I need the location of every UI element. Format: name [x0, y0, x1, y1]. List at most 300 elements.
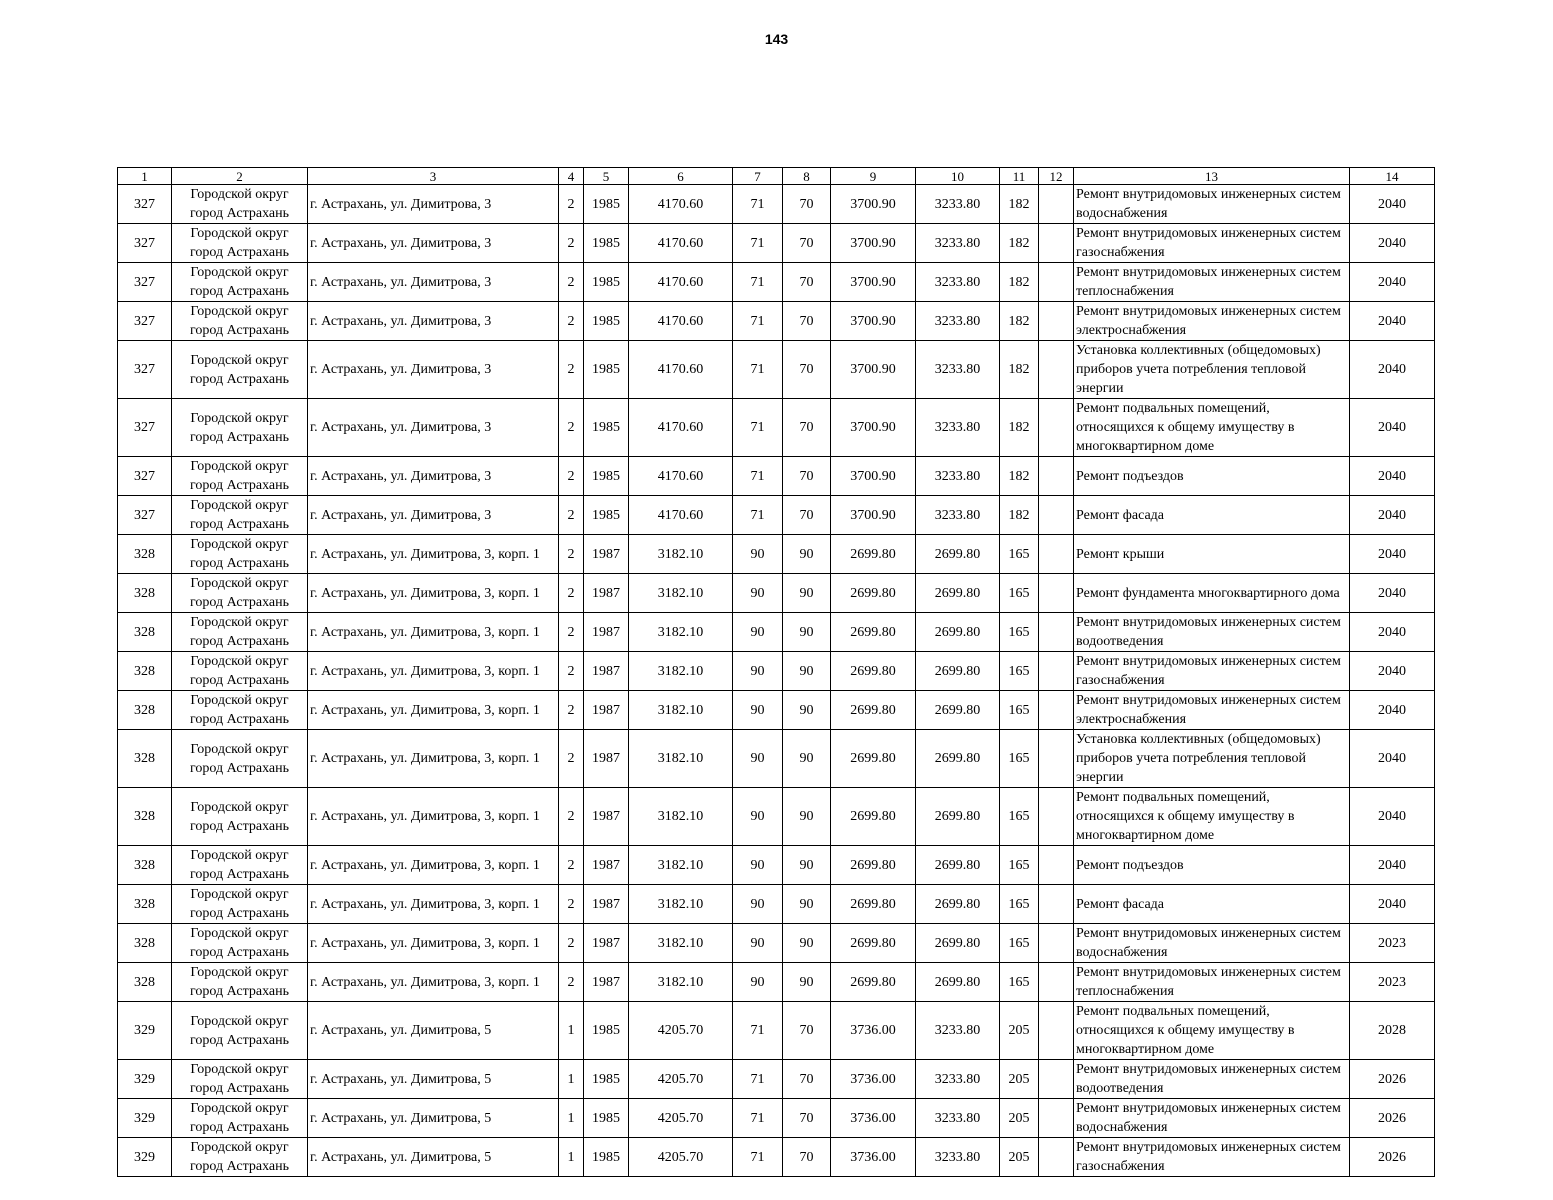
- table-cell: 90: [783, 730, 831, 788]
- table-cell: 2699.80: [916, 535, 1000, 574]
- table-cell: г. Астрахань, ул. Димитрова, 3: [308, 224, 559, 263]
- table-cell: Ремонт подъездов: [1074, 457, 1350, 496]
- table-cell: 3182.10: [629, 574, 733, 613]
- table-cell: 165: [1000, 730, 1039, 788]
- table-row: [118, 652, 1435, 691]
- table-cell: 2040: [1350, 535, 1435, 574]
- table-cell: 329: [118, 1099, 172, 1138]
- table-cell: г. Астрахань, ул. Димитрова, 3, корп. 1: [308, 885, 559, 924]
- table-cell: 205: [1000, 1002, 1039, 1060]
- table-cell: 3700.90: [831, 302, 916, 341]
- table-cell: 70: [783, 399, 831, 457]
- table-cell: [1039, 1099, 1074, 1138]
- table-cell: 182: [1000, 263, 1039, 302]
- table-cell: 3182.10: [629, 613, 733, 652]
- table-cell: 70: [783, 224, 831, 263]
- table-cell: [1039, 885, 1074, 924]
- table-row: [118, 224, 1435, 263]
- table-cell: 3233.80: [916, 263, 1000, 302]
- table-cell: 90: [733, 535, 783, 574]
- table-cell: г. Астрахань, ул. Димитрова, 3, корп. 1: [308, 788, 559, 846]
- table-cell: Ремонт внутридомовых инженерных систем газоснабжения: [1074, 224, 1350, 263]
- table-cell: Городской округ город Астрахань: [172, 885, 308, 924]
- table-cell: 2: [559, 846, 584, 885]
- table-cell: 3182.10: [629, 963, 733, 1002]
- table-cell: 90: [783, 691, 831, 730]
- table-cell: Городской округ город Астрахань: [172, 652, 308, 691]
- table-cell: г. Астрахань, ул. Димитрова, 3, корп. 1: [308, 730, 559, 788]
- table-cell: 3233.80: [916, 1138, 1000, 1177]
- table-cell: Городской округ город Астрахань: [172, 846, 308, 885]
- table-cell: [1039, 263, 1074, 302]
- table-cell: Ремонт фасада: [1074, 496, 1350, 535]
- table-cell: 71: [733, 1060, 783, 1099]
- table-cell: Ремонт внутридомовых инженерных систем водоотведения: [1074, 1060, 1350, 1099]
- table-cell: 90: [733, 846, 783, 885]
- table-cell: 2: [559, 496, 584, 535]
- table-cell: 71: [733, 399, 783, 457]
- table-cell: 3736.00: [831, 1138, 916, 1177]
- table-cell: 3700.90: [831, 399, 916, 457]
- table-cell: 327: [118, 496, 172, 535]
- table-cell: 2699.80: [831, 652, 916, 691]
- column-header: 6: [629, 168, 733, 185]
- table-cell: 2040: [1350, 457, 1435, 496]
- table-row: [118, 788, 1435, 846]
- table-cell: г. Астрахань, ул. Димитрова, 3: [308, 302, 559, 341]
- table-cell: 328: [118, 963, 172, 1002]
- table-cell: г. Астрахань, ул. Димитрова, 3: [308, 185, 559, 224]
- column-header: 12: [1039, 168, 1074, 185]
- table-cell: 4170.60: [629, 263, 733, 302]
- table-cell: 3233.80: [916, 1099, 1000, 1138]
- table-cell: 2: [559, 457, 584, 496]
- table-cell: 2040: [1350, 302, 1435, 341]
- table-cell: 2699.80: [831, 613, 916, 652]
- table-cell: 2699.80: [831, 535, 916, 574]
- column-header: 4: [559, 168, 584, 185]
- table-cell: 1985: [584, 1138, 629, 1177]
- table-cell: 1987: [584, 652, 629, 691]
- table-cell: 182: [1000, 399, 1039, 457]
- table-cell: 2699.80: [916, 613, 1000, 652]
- table-cell: 2699.80: [916, 574, 1000, 613]
- table-cell: г. Астрахань, ул. Димитрова, 3: [308, 263, 559, 302]
- table-cell: Ремонт крыши: [1074, 535, 1350, 574]
- table-cell: 1985: [584, 1099, 629, 1138]
- table-cell: 70: [783, 1138, 831, 1177]
- table-cell: 1987: [584, 788, 629, 846]
- table-cell: 165: [1000, 963, 1039, 1002]
- table-cell: 165: [1000, 846, 1039, 885]
- table-cell: 2: [559, 185, 584, 224]
- table-row: [118, 457, 1435, 496]
- table-cell: 71: [733, 185, 783, 224]
- table-cell: 4205.70: [629, 1002, 733, 1060]
- table-cell: Ремонт внутридомовых инженерных систем газоснабжения: [1074, 1138, 1350, 1177]
- table-cell: 3182.10: [629, 846, 733, 885]
- table-cell: 90: [733, 963, 783, 1002]
- table-cell: 1985: [584, 1002, 629, 1060]
- table-cell: 2699.80: [831, 924, 916, 963]
- table-cell: 90: [783, 652, 831, 691]
- table-cell: г. Астрахань, ул. Димитрова, 5: [308, 1099, 559, 1138]
- table-cell: 1985: [584, 1060, 629, 1099]
- table-cell: 90: [733, 788, 783, 846]
- table-cell: 165: [1000, 652, 1039, 691]
- table-cell: [1039, 613, 1074, 652]
- table-cell: г. Астрахань, ул. Димитрова, 5: [308, 1002, 559, 1060]
- table-cell: 4170.60: [629, 224, 733, 263]
- table-cell: 90: [783, 788, 831, 846]
- table-cell: г. Астрахань, ул. Димитрова, 3, корп. 1: [308, 691, 559, 730]
- table-cell: 1985: [584, 224, 629, 263]
- table-cell: 329: [118, 1138, 172, 1177]
- table-cell: 2: [559, 691, 584, 730]
- table-cell: 1985: [584, 496, 629, 535]
- table-cell: 2040: [1350, 341, 1435, 399]
- table-cell: Городской округ город Астрахань: [172, 1002, 308, 1060]
- table-cell: 70: [783, 1002, 831, 1060]
- table-cell: г. Астрахань, ул. Димитрова, 3, корп. 1: [308, 846, 559, 885]
- table-cell: 328: [118, 730, 172, 788]
- table-cell: 2040: [1350, 574, 1435, 613]
- table-cell: 4170.60: [629, 457, 733, 496]
- table-cell: 2699.80: [831, 574, 916, 613]
- table-cell: [1039, 788, 1074, 846]
- table-cell: Ремонт внутридомовых инженерных систем водоснабжения: [1074, 185, 1350, 224]
- table-cell: Городской округ город Астрахань: [172, 1138, 308, 1177]
- table-cell: 2699.80: [831, 885, 916, 924]
- table-cell: 327: [118, 302, 172, 341]
- table-cell: 182: [1000, 302, 1039, 341]
- table-cell: 2026: [1350, 1138, 1435, 1177]
- table-cell: 2040: [1350, 730, 1435, 788]
- table-cell: Городской округ город Астрахань: [172, 691, 308, 730]
- column-header: 8: [783, 168, 831, 185]
- header-row: [118, 168, 1435, 185]
- table-cell: 4170.60: [629, 302, 733, 341]
- table-cell: 205: [1000, 1060, 1039, 1099]
- table-cell: 329: [118, 1060, 172, 1099]
- table-cell: 329: [118, 1002, 172, 1060]
- table-cell: 2: [559, 341, 584, 399]
- table-cell: [1039, 224, 1074, 263]
- table-cell: г. Астрахань, ул. Димитрова, 3, корп. 1: [308, 613, 559, 652]
- table-cell: 70: [783, 302, 831, 341]
- table-cell: 71: [733, 341, 783, 399]
- table-row: [118, 613, 1435, 652]
- table-cell: [1039, 963, 1074, 1002]
- table-cell: 3182.10: [629, 788, 733, 846]
- table-cell: 4170.60: [629, 341, 733, 399]
- table-cell: г. Астрахань, ул. Димитрова, 3, корп. 1: [308, 652, 559, 691]
- table-cell: 90: [783, 963, 831, 1002]
- table-cell: 2: [559, 535, 584, 574]
- table-cell: 165: [1000, 924, 1039, 963]
- table-cell: [1039, 691, 1074, 730]
- table-cell: 328: [118, 535, 172, 574]
- repair-schedule-table: [117, 167, 1435, 1177]
- table-cell: г. Астрахань, ул. Димитрова, 3, корп. 1: [308, 924, 559, 963]
- table-cell: г. Астрахань, ул. Димитрова, 3, корп. 1: [308, 535, 559, 574]
- table-cell: Городской округ город Астрахань: [172, 1099, 308, 1138]
- table-cell: Городской округ город Астрахань: [172, 574, 308, 613]
- table-cell: 2: [559, 302, 584, 341]
- table-cell: 3182.10: [629, 924, 733, 963]
- table-cell: Ремонт внутридомовых инженерных систем теплоснабжения: [1074, 963, 1350, 1002]
- table-cell: 1985: [584, 341, 629, 399]
- table-cell: [1039, 535, 1074, 574]
- table-cell: [1039, 1138, 1074, 1177]
- table-cell: 70: [783, 185, 831, 224]
- table-row: [118, 535, 1435, 574]
- table-row: [118, 1002, 1435, 1060]
- table-cell: 2: [559, 652, 584, 691]
- table-cell: 90: [733, 652, 783, 691]
- table-cell: Городской округ город Астрахань: [172, 341, 308, 399]
- table-cell: 2699.80: [831, 691, 916, 730]
- table-cell: Ремонт подвальных помещений, относящихся к общему имуществу в многоквартирном доме: [1074, 399, 1350, 457]
- table-cell: 3233.80: [916, 399, 1000, 457]
- table-cell: 1987: [584, 730, 629, 788]
- table-cell: 2040: [1350, 613, 1435, 652]
- table-cell: Ремонт фасада: [1074, 885, 1350, 924]
- table-cell: 182: [1000, 457, 1039, 496]
- table-cell: г. Астрахань, ул. Димитрова, 5: [308, 1138, 559, 1177]
- table-cell: 4170.60: [629, 496, 733, 535]
- table-cell: 3736.00: [831, 1060, 916, 1099]
- table-cell: 328: [118, 574, 172, 613]
- table-cell: г. Астрахань, ул. Димитрова, 3: [308, 457, 559, 496]
- column-header: 5: [584, 168, 629, 185]
- table-row: [118, 1060, 1435, 1099]
- table-cell: 71: [733, 224, 783, 263]
- table-cell: [1039, 730, 1074, 788]
- table-cell: 2699.80: [916, 691, 1000, 730]
- table-cell: 2: [559, 788, 584, 846]
- table-cell: 2699.80: [916, 730, 1000, 788]
- table-cell: [1039, 924, 1074, 963]
- table-cell: 4205.70: [629, 1060, 733, 1099]
- column-header: 7: [733, 168, 783, 185]
- table-cell: 71: [733, 496, 783, 535]
- table-row: [118, 963, 1435, 1002]
- table-cell: 327: [118, 185, 172, 224]
- table-cell: 2: [559, 613, 584, 652]
- table-cell: 90: [783, 574, 831, 613]
- table-cell: 327: [118, 224, 172, 263]
- table-cell: Ремонт фундамента многоквартирного дома: [1074, 574, 1350, 613]
- table-cell: 328: [118, 788, 172, 846]
- table-cell: 3182.10: [629, 652, 733, 691]
- table-cell: 205: [1000, 1138, 1039, 1177]
- table-cell: 3233.80: [916, 1060, 1000, 1099]
- table-cell: 2699.80: [831, 846, 916, 885]
- table-cell: 90: [733, 885, 783, 924]
- table-cell: 2040: [1350, 652, 1435, 691]
- column-header: 14: [1350, 168, 1435, 185]
- column-header: 1: [118, 168, 172, 185]
- table-cell: Городской округ город Астрахань: [172, 185, 308, 224]
- table-cell: Городской округ город Астрахань: [172, 963, 308, 1002]
- table-cell: 2699.80: [916, 963, 1000, 1002]
- table-cell: 2699.80: [831, 963, 916, 1002]
- column-header: 2: [172, 168, 308, 185]
- table-cell: Ремонт подвальных помещений, относящихся к общему имуществу в многоквартирном доме: [1074, 1002, 1350, 1060]
- table-row: [118, 399, 1435, 457]
- table-cell: 1987: [584, 846, 629, 885]
- column-header: 3: [308, 168, 559, 185]
- table-cell: 90: [783, 613, 831, 652]
- table-cell: 2: [559, 399, 584, 457]
- table-cell: Ремонт подвальных помещений, относящихся к общему имуществу в многоквартирном доме: [1074, 788, 1350, 846]
- table-cell: 1985: [584, 185, 629, 224]
- table-cell: 182: [1000, 185, 1039, 224]
- table-cell: 90: [733, 730, 783, 788]
- table-cell: 3233.80: [916, 302, 1000, 341]
- column-header: 11: [1000, 168, 1039, 185]
- table-row: [118, 846, 1435, 885]
- table-cell: Ремонт внутридомовых инженерных систем водоснабжения: [1074, 1099, 1350, 1138]
- table-cell: 90: [783, 924, 831, 963]
- table-cell: 3233.80: [916, 496, 1000, 535]
- table-cell: 90: [733, 924, 783, 963]
- table-cell: 2699.80: [831, 730, 916, 788]
- table-row: [118, 185, 1435, 224]
- table-cell: 4170.60: [629, 185, 733, 224]
- table-cell: 327: [118, 457, 172, 496]
- table-cell: Ремонт внутридомовых инженерных систем теплоснабжения: [1074, 263, 1350, 302]
- table-cell: Городской округ город Астрахань: [172, 302, 308, 341]
- table-cell: [1039, 574, 1074, 613]
- table-cell: г. Астрахань, ул. Димитрова, 3, корп. 1: [308, 574, 559, 613]
- table-cell: 1: [559, 1138, 584, 1177]
- table-cell: 2: [559, 263, 584, 302]
- table-cell: 71: [733, 302, 783, 341]
- table-cell: 70: [783, 457, 831, 496]
- table-cell: 4170.60: [629, 399, 733, 457]
- table-cell: 3182.10: [629, 885, 733, 924]
- table-cell: 1985: [584, 399, 629, 457]
- table-cell: Городской округ город Астрахань: [172, 263, 308, 302]
- table-cell: 2023: [1350, 963, 1435, 1002]
- table-cell: 1987: [584, 963, 629, 1002]
- table-cell: 1985: [584, 263, 629, 302]
- table-cell: 1987: [584, 613, 629, 652]
- table-row: [118, 341, 1435, 399]
- table-cell: Ремонт внутридомовых инженерных систем водоотведения: [1074, 613, 1350, 652]
- table-cell: 90: [733, 613, 783, 652]
- table-cell: 328: [118, 652, 172, 691]
- table-cell: Городской округ город Астрахань: [172, 788, 308, 846]
- table-cell: 2026: [1350, 1099, 1435, 1138]
- table-cell: 2028: [1350, 1002, 1435, 1060]
- table-cell: [1039, 302, 1074, 341]
- table-cell: 1985: [584, 302, 629, 341]
- table-cell: 328: [118, 885, 172, 924]
- table-cell: Городской округ город Астрахань: [172, 1060, 308, 1099]
- table-cell: 2699.80: [916, 846, 1000, 885]
- table-row: [118, 574, 1435, 613]
- table-cell: 3182.10: [629, 730, 733, 788]
- table-cell: 70: [783, 263, 831, 302]
- table-cell: 2699.80: [916, 885, 1000, 924]
- table-cell: 1987: [584, 574, 629, 613]
- table-cell: 165: [1000, 691, 1039, 730]
- table-cell: 71: [733, 1099, 783, 1138]
- table-cell: 71: [733, 263, 783, 302]
- table-cell: [1039, 1060, 1074, 1099]
- column-header: 10: [916, 168, 1000, 185]
- table-cell: [1039, 457, 1074, 496]
- table-cell: 2: [559, 224, 584, 263]
- table-cell: Городской округ город Астрахань: [172, 224, 308, 263]
- table-cell: 3736.00: [831, 1002, 916, 1060]
- table-cell: 165: [1000, 613, 1039, 652]
- table-cell: Городской округ город Астрахань: [172, 613, 308, 652]
- table-cell: Установка коллективных (общедомовых) приборов учета потребления тепловой энергии: [1074, 341, 1350, 399]
- table-row: [118, 924, 1435, 963]
- table-cell: 1987: [584, 691, 629, 730]
- page-number: 143: [764, 31, 789, 47]
- table-cell: 3233.80: [916, 341, 1000, 399]
- table-cell: [1039, 846, 1074, 885]
- table-cell: 205: [1000, 1099, 1039, 1138]
- table-cell: 2699.80: [916, 652, 1000, 691]
- table-cell: [1039, 341, 1074, 399]
- table-cell: 165: [1000, 535, 1039, 574]
- table-cell: г. Астрахань, ул. Димитрова, 3: [308, 399, 559, 457]
- table-row: [118, 885, 1435, 924]
- table-cell: 2040: [1350, 263, 1435, 302]
- table-cell: Ремонт внутридомовых инженерных систем электроснабжения: [1074, 691, 1350, 730]
- table-cell: 182: [1000, 496, 1039, 535]
- table-cell: 328: [118, 613, 172, 652]
- table-cell: 3233.80: [916, 457, 1000, 496]
- table-cell: 3700.90: [831, 224, 916, 263]
- table-cell: 71: [733, 457, 783, 496]
- table-cell: Ремонт внутридомовых инженерных систем водоснабжения: [1074, 924, 1350, 963]
- table-cell: 71: [733, 1002, 783, 1060]
- table-row: [118, 1138, 1435, 1177]
- table-cell: 3700.90: [831, 496, 916, 535]
- table-cell: г. Астрахань, ул. Димитрова, 3, корп. 1: [308, 963, 559, 1002]
- table-cell: Городской округ город Астрахань: [172, 399, 308, 457]
- table-cell: 70: [783, 1060, 831, 1099]
- table-cell: 328: [118, 691, 172, 730]
- table-cell: 2040: [1350, 496, 1435, 535]
- table-cell: 1987: [584, 885, 629, 924]
- table-cell: Городской округ город Астрахань: [172, 924, 308, 963]
- table-cell: [1039, 496, 1074, 535]
- table-row: [118, 730, 1435, 788]
- table-cell: [1039, 652, 1074, 691]
- table-cell: 2: [559, 574, 584, 613]
- table-cell: 327: [118, 263, 172, 302]
- table-cell: 328: [118, 846, 172, 885]
- table-cell: г. Астрахань, ул. Димитрова, 3: [308, 496, 559, 535]
- table-cell: 2699.80: [916, 788, 1000, 846]
- table-cell: 1987: [584, 924, 629, 963]
- table-cell: 2040: [1350, 185, 1435, 224]
- table-row: [118, 1099, 1435, 1138]
- table-cell: 90: [783, 846, 831, 885]
- table-cell: 3700.90: [831, 341, 916, 399]
- table-cell: 2: [559, 963, 584, 1002]
- table-cell: [1039, 399, 1074, 457]
- table-cell: Ремонт внутридомовых инженерных систем электроснабжения: [1074, 302, 1350, 341]
